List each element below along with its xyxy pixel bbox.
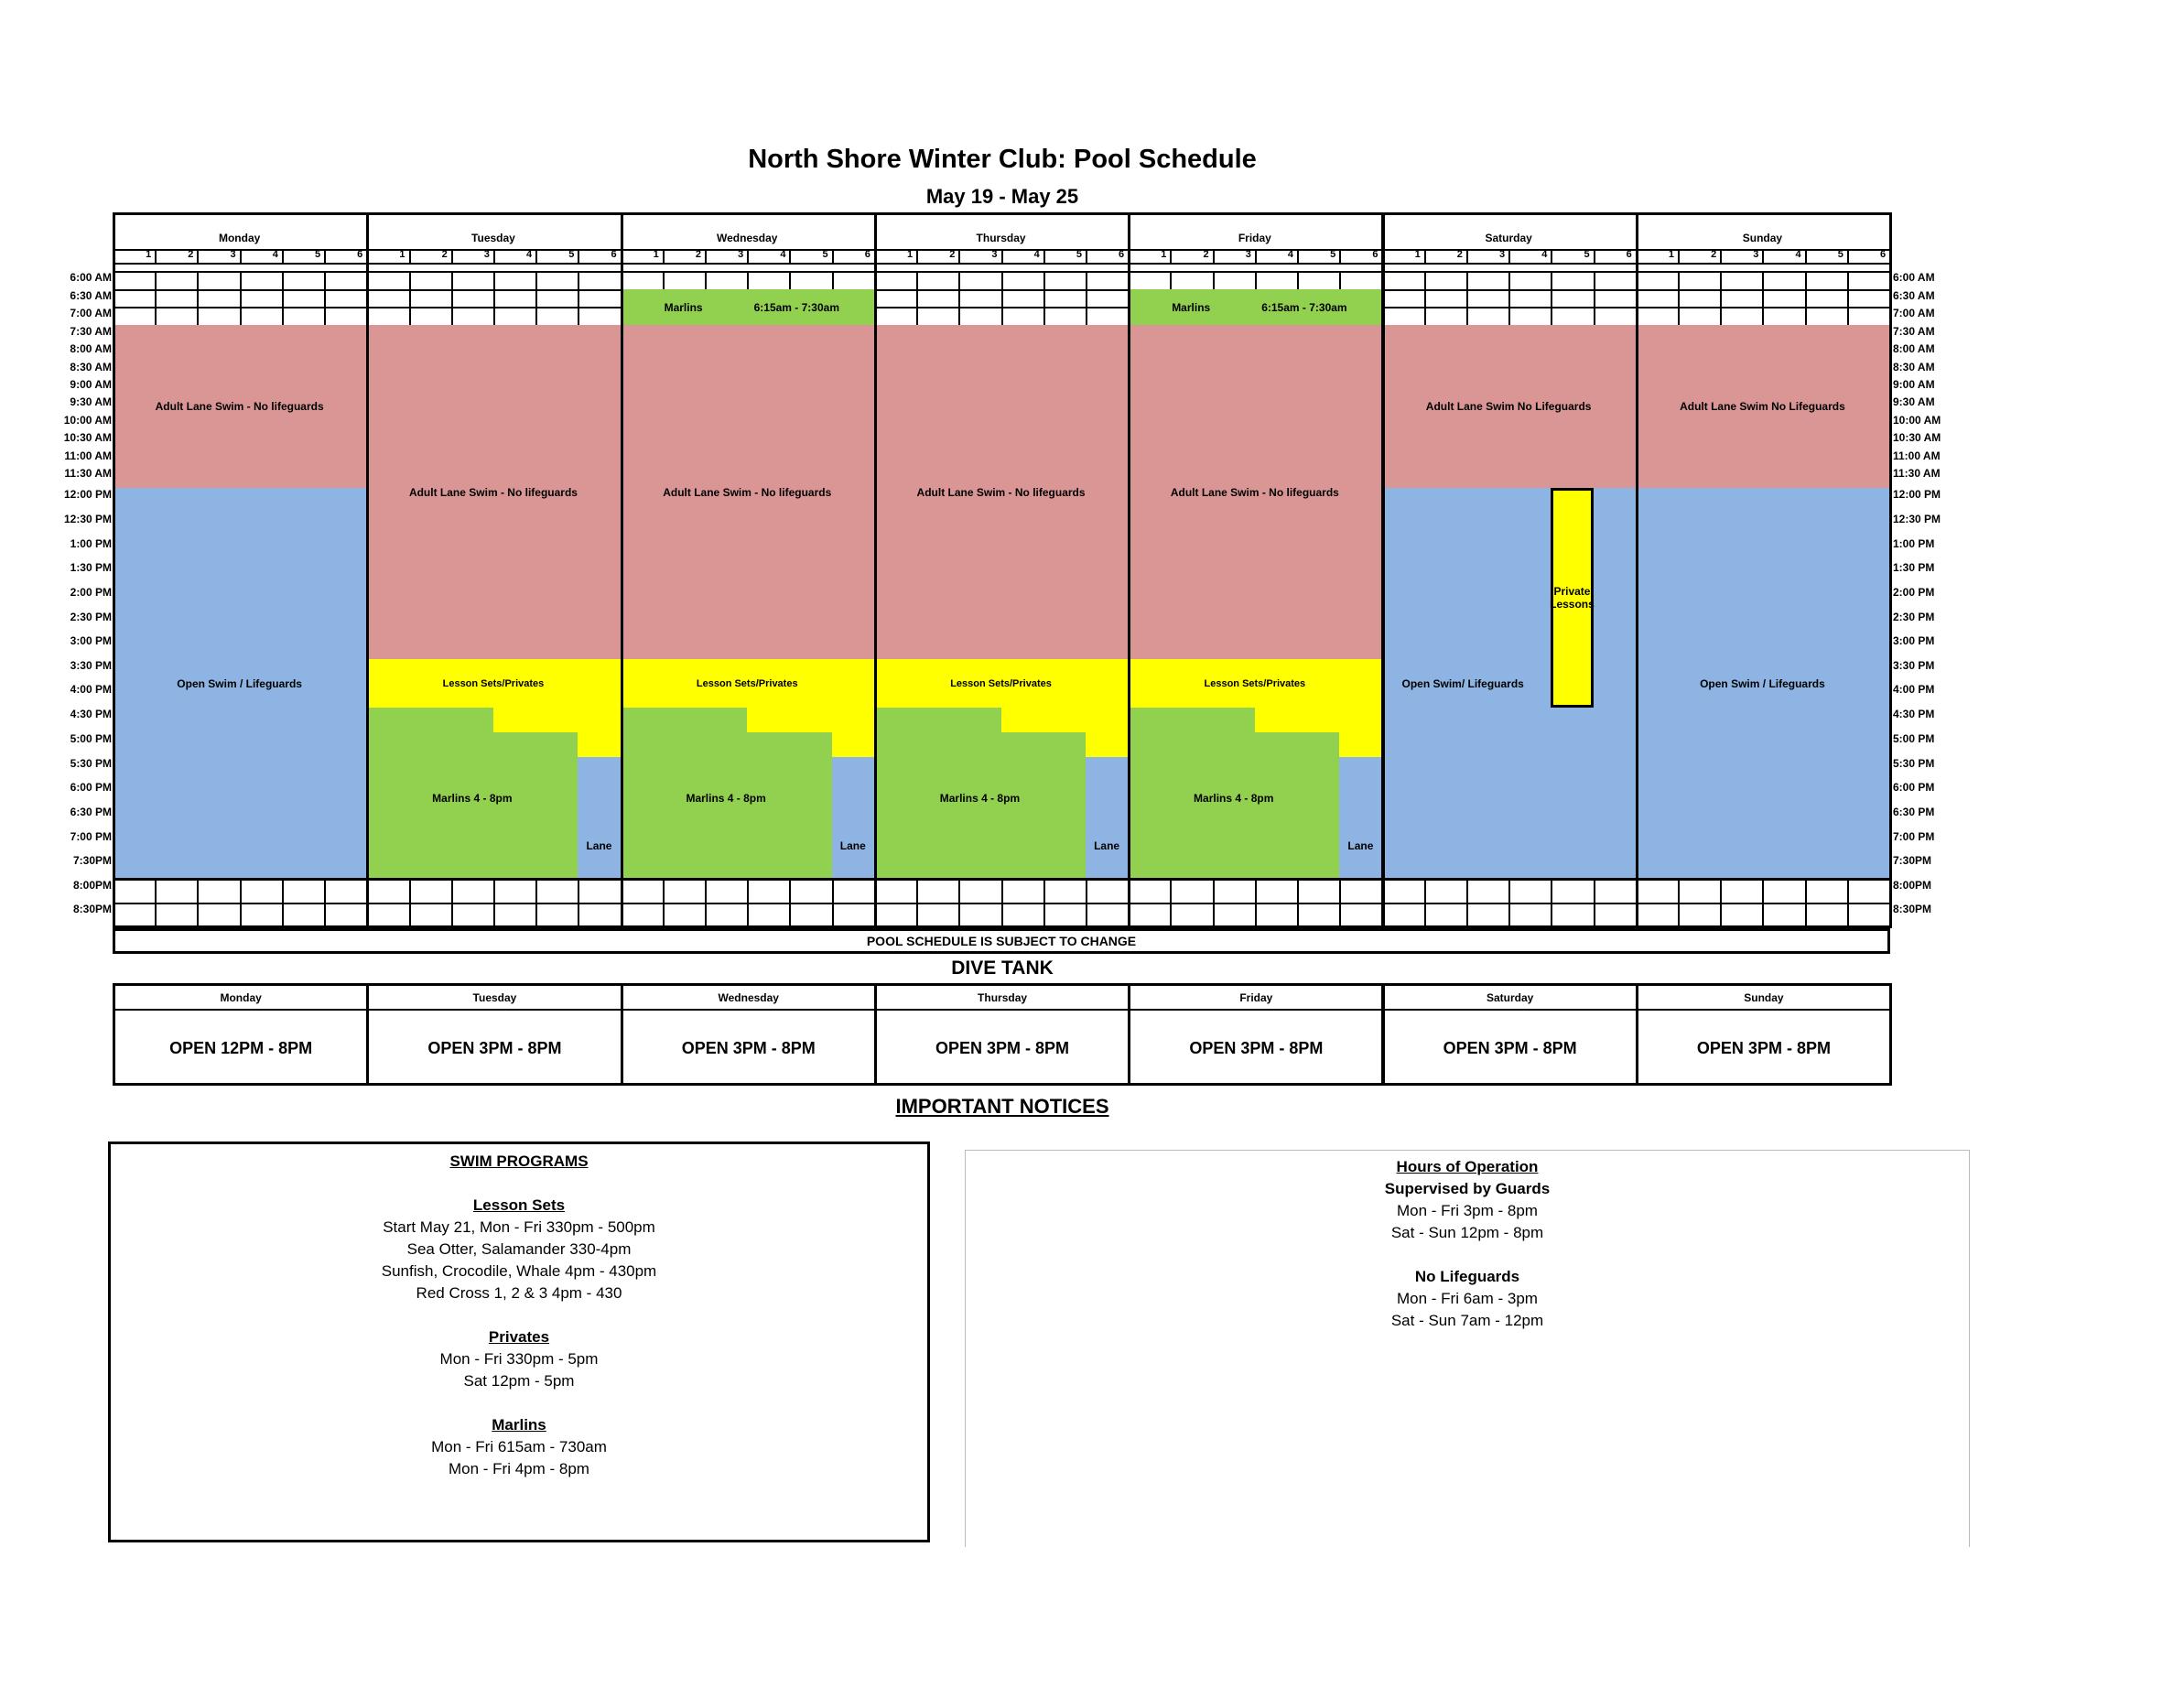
time-label-left: 7:00 PM — [70, 830, 112, 843]
marlins-morning-name: Marlins — [1172, 300, 1211, 314]
lane-number: 1 — [1668, 249, 1674, 260]
time-label-left: 7:30 AM — [70, 325, 112, 338]
time-label-left: 6:30 PM — [70, 806, 112, 818]
time-label-right: 11:00 AM — [1893, 449, 1941, 462]
time-label-right: 12:30 PM — [1893, 513, 1941, 525]
time-label-left: 9:30 AM — [70, 395, 112, 408]
lane-number: 3 — [991, 249, 998, 260]
private-lessons-block: Private Lessons — [1551, 488, 1593, 708]
adult-lane-swim-block: Adult Lane Swim - No lifeguards — [621, 325, 874, 659]
time-label-left: 2:00 PM — [70, 586, 112, 599]
lane-number: 4 — [1541, 249, 1548, 260]
lane-number: 6 — [864, 249, 870, 260]
dive-tank-cell — [1636, 983, 1892, 1086]
time-label-right: 7:30PM — [1893, 854, 1932, 867]
lane-number: 4 — [1287, 249, 1294, 260]
dive-tank-day: Tuesday — [472, 991, 517, 1004]
dive-tank-day: Saturday — [1486, 991, 1534, 1004]
lesson-sets-block: Lesson Sets/Privates — [1128, 659, 1381, 708]
dive-tank-divider — [623, 1009, 874, 1011]
time-label-left: 10:00 AM — [63, 414, 112, 427]
time-label-right: 4:00 PM — [1893, 683, 1935, 696]
page-title: North Shore Winter Club: Pool Schedule — [748, 145, 1257, 174]
privates-line: Mon - Fri 330pm - 5pm — [439, 1350, 599, 1368]
lesson-sets-block: Lesson Sets/Privates — [621, 659, 874, 708]
open-swim-block: Open Swim / Lifeguards — [1636, 488, 1889, 879]
time-label-left: 7:30PM — [72, 854, 112, 867]
marlins-evening-label: Marlins 4 - 8pm — [686, 792, 766, 805]
lane-number: 2 — [695, 249, 702, 260]
time-label-left: 8:30PM — [72, 903, 112, 915]
dive-tank-divider — [1638, 1009, 1889, 1011]
dive-tank-divider — [877, 1009, 1128, 1011]
time-label-right: 5:30 PM — [1893, 757, 1935, 770]
marlins-morning-time: 6:15am - 7:30am — [753, 300, 839, 314]
dive-tank-divider — [1385, 1009, 1636, 1011]
no-lifeguards-heading: No Lifeguards — [1414, 1268, 1520, 1285]
lane-number: 4 — [1033, 249, 1040, 260]
day-column — [1382, 212, 1638, 928]
time-label-right: 5:00 PM — [1893, 732, 1935, 745]
lesson-sets-line: Start May 21, Mon - Fri 330pm - 500pm — [383, 1218, 655, 1236]
lane-number: 6 — [357, 249, 363, 260]
lesson-sets-block: Lesson Sets/Privates — [366, 659, 620, 708]
lane-number: 3 — [483, 249, 490, 260]
lane-number: 1 — [146, 249, 152, 260]
time-label-right: 6:30 AM — [1893, 289, 1935, 302]
guards-line: Sat - Sun 12pm - 8pm — [1390, 1224, 1544, 1241]
day-header: Thursday — [976, 232, 1026, 244]
time-label-left: 12:00 PM — [63, 488, 112, 501]
dive-tank-hours: OPEN 3PM - 8PM — [1189, 1039, 1324, 1057]
dive-tank-cell — [621, 983, 877, 1086]
marlins-line: Mon - Fri 4pm - 8pm — [449, 1460, 589, 1477]
no-guards-line: Mon - Fri 6am - 3pm — [1397, 1290, 1538, 1307]
time-label-left: 10:30 AM — [63, 431, 112, 444]
no-guards-line: Sat - Sun 7am - 12pm — [1390, 1312, 1544, 1329]
dive-tank-day: Friday — [1239, 991, 1273, 1004]
time-label-right: 10:30 AM — [1893, 431, 1941, 444]
day-column — [874, 212, 1130, 928]
time-label-right: 8:30PM — [1893, 903, 1932, 915]
time-label-left: 3:00 PM — [70, 634, 112, 647]
lane-number: 1 — [653, 249, 659, 260]
dive-tank-hours: OPEN 3PM - 8PM — [681, 1039, 816, 1057]
lane-number: 3 — [1245, 249, 1251, 260]
lane-number: 5 — [1330, 249, 1336, 260]
time-label-left: 9:00 AM — [70, 378, 112, 391]
lane-number: 3 — [230, 249, 236, 260]
date-range: May 19 - May 25 — [925, 185, 1079, 208]
time-label-left: 6:00 AM — [70, 271, 112, 284]
time-label-right: 6:30 PM — [1893, 806, 1935, 818]
lane-number: 3 — [1753, 249, 1759, 260]
marlins-morning-name: Marlins — [664, 300, 703, 314]
time-label-left: 8:30 AM — [70, 361, 112, 373]
marlins-morning-time: 6:15am - 7:30am — [1261, 300, 1347, 314]
time-label-left: 1:00 PM — [70, 537, 112, 550]
lane-number: 2 — [1456, 249, 1463, 260]
row-divider-strong — [1128, 878, 1381, 881]
time-label-right: 1:00 PM — [1893, 537, 1935, 550]
time-label-right: 12:00 PM — [1893, 488, 1941, 501]
time-label-right: 3:30 PM — [1893, 659, 1935, 672]
lane-number: 5 — [568, 249, 575, 260]
time-label-right: 4:30 PM — [1893, 708, 1935, 720]
dive-tank-day: Wednesday — [718, 991, 779, 1004]
dive-tank-cell — [113, 983, 369, 1086]
lane-number: 2 — [441, 249, 448, 260]
lesson-sets-block: Lesson Sets/Privates — [874, 659, 1128, 708]
lane-number: 5 — [1076, 249, 1082, 260]
lesson-sets-heading: Lesson Sets — [472, 1196, 566, 1214]
lesson-sets-line: Sunfish, Crocodile, Whale 4pm - 430pm — [381, 1262, 657, 1280]
time-label-left: 11:00 AM — [64, 449, 112, 462]
day-header: Friday — [1238, 232, 1271, 244]
row-divider-strong — [1636, 878, 1889, 881]
marlins-evening-label: Marlins 4 - 8pm — [1194, 792, 1274, 805]
lane-number: 3 — [1499, 249, 1506, 260]
open-swim-block: Open Swim/ Lifeguards — [1382, 488, 1636, 879]
time-label-right: 2:00 PM — [1893, 586, 1935, 599]
time-label-right: 8:00 AM — [1893, 342, 1935, 355]
lane-block: Lane — [578, 757, 620, 879]
adult-lane-swim-block: Adult Lane Swim - No lifeguards — [1128, 325, 1381, 659]
dive-tank-cell — [1382, 983, 1638, 1086]
day-header: Tuesday — [471, 232, 515, 244]
adult-lane-swim-block: Adult Lane Swim - No lifeguards — [366, 325, 620, 659]
lesson-sets-line: Red Cross 1, 2 & 3 4pm - 430 — [416, 1284, 622, 1302]
swim-programs-box — [108, 1142, 930, 1542]
lane-number: 1 — [1161, 249, 1167, 260]
lane-number: 1 — [399, 249, 405, 260]
lane-number: 6 — [1372, 249, 1379, 260]
marlins-evening-label: Marlins 4 - 8pm — [939, 792, 1021, 805]
adult-lane-swim-block: Adult Lane Swim No Lifeguards — [1382, 325, 1636, 488]
time-label-left: 3:30 PM — [70, 659, 112, 672]
day-column — [366, 212, 622, 928]
time-label-left: 4:30 PM — [70, 708, 112, 720]
time-label-right: 6:00 AM — [1893, 271, 1935, 284]
row-divider-strong — [621, 878, 874, 881]
time-label-right: 9:30 AM — [1893, 395, 1935, 408]
row-divider-strong — [366, 878, 620, 881]
time-label-right: 7:00 AM — [1893, 307, 1935, 319]
row-divider-strong — [1382, 878, 1636, 881]
time-label-right: 8:30 AM — [1893, 361, 1935, 373]
time-label-left: 5:00 PM — [70, 732, 112, 745]
lane-number: 6 — [1879, 249, 1887, 260]
time-label-left: 5:30 PM — [70, 757, 112, 770]
day-header: Monday — [218, 232, 261, 244]
lane-number: 6 — [611, 249, 617, 260]
lesson-sets-line: Sea Otter, Salamander 330-4pm — [406, 1240, 632, 1258]
dive-tank-hours: OPEN 3PM - 8PM — [1696, 1039, 1831, 1057]
time-label-left: 8:00PM — [72, 879, 112, 892]
dive-tank-day: Sunday — [1744, 991, 1784, 1004]
lane-number: 6 — [1119, 249, 1125, 260]
day-column — [1128, 212, 1384, 928]
dive-tank-hours: OPEN 3PM - 8PM — [935, 1039, 1070, 1057]
swim-programs-heading: SWIM PROGRAMS — [449, 1152, 589, 1170]
dive-tank-divider — [369, 1009, 620, 1011]
time-label-left: 11:30 AM — [64, 467, 112, 480]
lane-number: 5 — [822, 249, 828, 260]
time-label-left: 8:00 AM — [70, 342, 112, 355]
lane-number: 2 — [188, 249, 194, 260]
day-header: Saturday — [1485, 232, 1532, 244]
day-header: Sunday — [1742, 232, 1783, 244]
dive-tank-cell — [874, 983, 1130, 1086]
dive-tank-cell — [366, 983, 622, 1086]
lane-number: 4 — [1795, 249, 1801, 260]
row-divider-strong — [113, 878, 366, 881]
time-label-right: 3:00 PM — [1893, 634, 1935, 647]
lane-number: 6 — [1626, 249, 1632, 260]
marlins-line: Mon - Fri 615am - 730am — [431, 1438, 607, 1455]
dive-tank-hours: OPEN 3PM - 8PM — [427, 1039, 562, 1057]
time-label-right: 1:30 PM — [1893, 561, 1935, 574]
dive-tank-divider — [1130, 1009, 1381, 1011]
dive-tank-title: DIVE TANK — [951, 958, 1054, 979]
guards-line: Mon - Fri 3pm - 8pm — [1397, 1202, 1538, 1219]
important-notices-title: IMPORTANT NOTICES — [895, 1095, 1109, 1118]
hours-of-operation-box — [965, 1150, 1970, 1547]
lane-number: 1 — [1414, 249, 1421, 260]
time-label-right: 6:00 PM — [1893, 781, 1935, 794]
lane-number: 2 — [1711, 249, 1717, 260]
subject-to-change-banner — [113, 928, 1890, 954]
time-label-left: 12:30 PM — [63, 513, 112, 525]
time-label-right: 8:00PM — [1893, 879, 1932, 892]
open-swim-block: Open Swim / Lifeguards — [113, 488, 366, 879]
dive-tank-hours: OPEN 12PM - 8PM — [169, 1039, 313, 1057]
adult-lane-swim-block: Adult Lane Swim No Lifeguards — [1636, 325, 1889, 488]
time-label-left: 1:30 PM — [70, 561, 112, 574]
time-label-left: 4:00 PM — [70, 683, 112, 696]
time-label-left: 6:00 PM — [70, 781, 112, 794]
lane-block: Lane — [832, 757, 874, 879]
day-header: Wednesday — [717, 232, 778, 244]
day-column — [621, 212, 877, 928]
lane-number: 2 — [1203, 249, 1209, 260]
adult-lane-swim-block: Adult Lane Swim - No lifeguards — [113, 325, 366, 488]
time-label-right: 11:30 AM — [1893, 467, 1941, 480]
privates-heading: Privates — [488, 1328, 550, 1346]
privates-line: Sat 12pm - 5pm — [463, 1372, 575, 1390]
time-label-right: 7:30 AM — [1893, 325, 1935, 338]
hours-heading: Hours of Operation — [1396, 1158, 1539, 1175]
lane-block: Lane — [1339, 757, 1381, 879]
lane-number: 3 — [738, 249, 744, 260]
dive-tank-day: Thursday — [978, 991, 1028, 1004]
lane-number: 5 — [1584, 249, 1590, 260]
lane-number: 4 — [780, 249, 786, 260]
time-label-left: 7:00 AM — [70, 307, 112, 319]
lane-number: 5 — [1837, 249, 1843, 260]
lane-number: 1 — [906, 249, 914, 260]
dive-tank-cell — [1128, 983, 1384, 1086]
day-column — [113, 212, 369, 928]
lane-number: 4 — [272, 249, 278, 260]
time-label-right: 2:30 PM — [1893, 611, 1935, 623]
lane-block: Lane — [1086, 757, 1128, 879]
lane-number: 5 — [314, 249, 321, 260]
adult-lane-swim-block: Adult Lane Swim - No lifeguards — [874, 325, 1128, 659]
lane-number: 4 — [526, 249, 533, 260]
guards-heading: Supervised by Guards — [1384, 1180, 1551, 1197]
time-label-left: 6:30 AM — [70, 289, 112, 302]
marlins-evening-label: Marlins 4 - 8pm — [432, 792, 513, 805]
subject-to-change-text: POOL SCHEDULE IS SUBJECT TO CHANGE — [866, 934, 1137, 948]
marlins-heading: Marlins — [492, 1416, 546, 1434]
day-column — [1636, 212, 1892, 928]
lane-number: 2 — [949, 249, 956, 260]
time-label-right: 7:00 PM — [1893, 830, 1935, 843]
time-label-left: 2:30 PM — [70, 611, 112, 623]
dive-tank-day: Monday — [220, 991, 262, 1004]
row-divider-strong — [874, 878, 1128, 881]
dive-tank-divider — [115, 1009, 366, 1011]
time-label-right: 10:00 AM — [1893, 414, 1941, 427]
time-label-right: 9:00 AM — [1893, 378, 1935, 391]
dive-tank-hours: OPEN 3PM - 8PM — [1443, 1039, 1577, 1057]
